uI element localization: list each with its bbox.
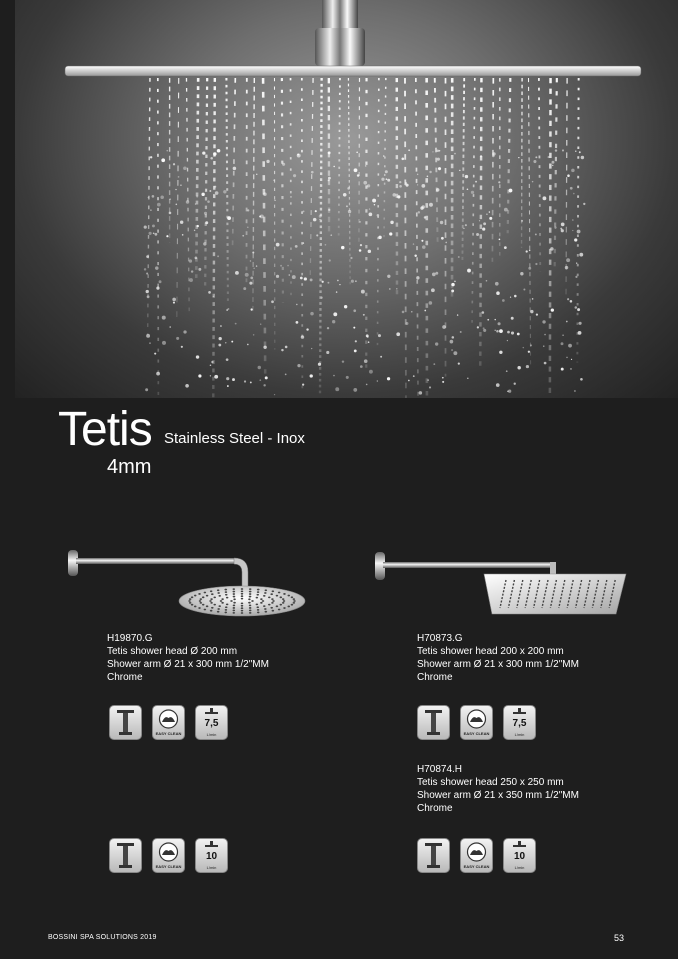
product-spec-h70873 xyxy=(417,632,579,684)
spec-line: Chrome xyxy=(417,672,453,683)
shower-mount-icon xyxy=(109,705,142,740)
product-thickness: 4mm xyxy=(107,456,152,478)
flow-rate-value: 7,5 xyxy=(512,718,527,729)
flow-rate-unit: L/min xyxy=(514,865,525,870)
product-code: H19870.G xyxy=(107,633,153,644)
hero-photo xyxy=(15,0,678,398)
easy-clean-icon xyxy=(460,705,493,740)
easy-clean-icon xyxy=(460,838,493,873)
easy-clean-label: EASY CLEAN xyxy=(155,864,182,869)
product-spec-h19870 xyxy=(107,632,269,684)
easy-clean-icon xyxy=(152,705,185,740)
page-number: 53 xyxy=(614,933,625,943)
product-code: H70874.H xyxy=(417,764,463,775)
flow-rate-unit: L/min xyxy=(514,732,525,737)
water-streams xyxy=(144,78,586,398)
feature-icons-row-2 xyxy=(417,705,536,740)
easy-clean-label: EASY CLEAN xyxy=(463,864,490,869)
spec-line: Tetis shower head Ø 200 mm xyxy=(107,646,238,657)
easy-clean-label: EASY CLEAN xyxy=(155,731,182,736)
footer-brand: BOSSINI SPA SOLUTIONS 2019 xyxy=(48,934,157,941)
product-code: H70873.G xyxy=(417,633,463,644)
product-material: Stainless Steel - Inox xyxy=(164,430,305,447)
flow-rate-icon xyxy=(195,705,228,740)
flow-rate-value: 7,5 xyxy=(204,718,219,729)
flow-rate-value: 10 xyxy=(513,851,526,862)
shower-illustration xyxy=(15,0,678,398)
shower-mount-icon xyxy=(417,838,450,873)
flow-rate-unit: L/min xyxy=(206,865,217,870)
flow-rate-icon xyxy=(195,838,228,873)
feature-icons-row-3 xyxy=(109,838,228,873)
shower-mount-icon xyxy=(417,705,450,740)
flow-rate-icon xyxy=(503,838,536,873)
spec-line: Shower arm Ø 21 x 300 mm 1/2"MM xyxy=(107,659,269,670)
spec-line: Chrome xyxy=(417,803,453,814)
easy-clean-icon xyxy=(152,838,185,873)
spec-line: Shower arm Ø 21 x 300 mm 1/2"MM xyxy=(417,659,579,670)
feature-icons-row-1 xyxy=(109,705,228,740)
spec-line: Shower arm Ø 21 x 350 mm 1/2"MM xyxy=(417,790,579,801)
flow-rate-icon xyxy=(503,705,536,740)
shower-mount-icon xyxy=(109,838,142,873)
spec-line: Tetis shower head 250 x 250 mm xyxy=(417,777,564,788)
product-spec-h70874 xyxy=(417,763,579,815)
easy-clean-label: EASY CLEAN xyxy=(463,731,490,736)
product-name: Tetis xyxy=(58,403,152,456)
flow-rate-value: 10 xyxy=(205,851,218,862)
round-shower-head-image xyxy=(64,544,310,618)
flow-rate-unit: L/min xyxy=(206,732,217,737)
spec-line: Tetis shower head 200 x 200 mm xyxy=(417,646,564,657)
feature-icons-row-4 xyxy=(417,838,536,873)
square-shower-head-image xyxy=(372,548,630,616)
spec-line: Chrome xyxy=(107,672,143,683)
